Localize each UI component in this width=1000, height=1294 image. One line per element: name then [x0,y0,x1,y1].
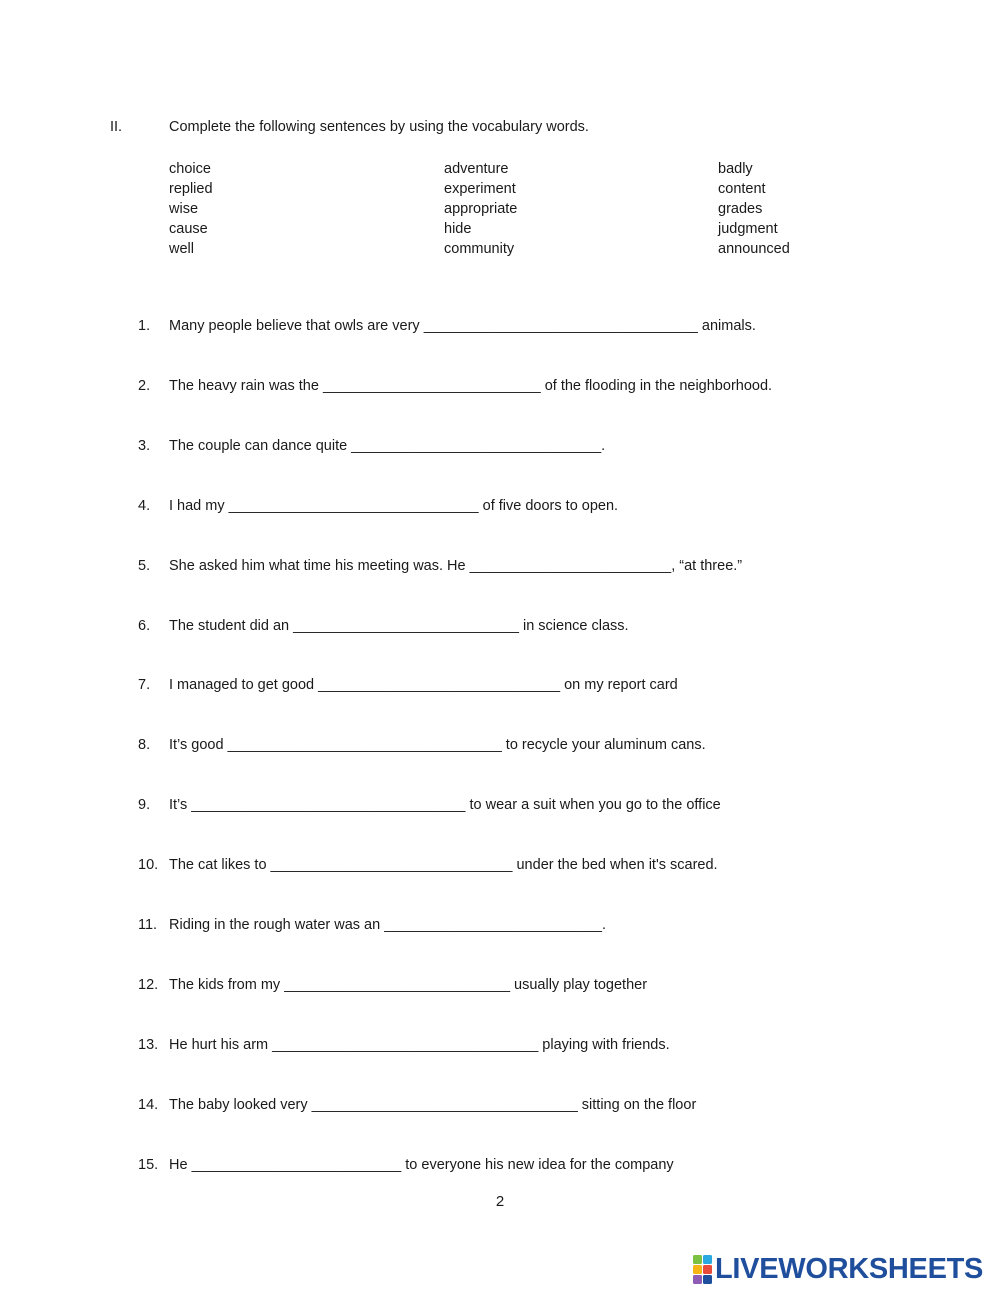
vocab-word: grades [718,201,763,217]
question-text: The student did an ____________________________ in science class. [169,618,629,634]
question-number: 13. [138,1037,159,1053]
question-text: Many people believe that owls are very __________________________________ animals. [169,318,756,334]
question-text: He __________________________ to everyone his new idea for the company [169,1157,674,1173]
question-text: She asked him what time his meeting was. He _________________________, “at three.” [169,558,743,574]
section-instruction: Complete the following sentences by using the vocabulary words. [169,119,589,135]
question-text: It’s __________________________________ to wear a suit when you go to the office [169,797,721,813]
question-number: 10. [138,857,159,873]
logo-square [693,1275,702,1284]
vocab-word: choice [169,161,211,177]
vocab-word: community [444,241,515,257]
vocab-word: announced [718,241,790,257]
question-text: I had my _______________________________ of five doors to open. [169,498,619,514]
section-number: II. [110,119,123,135]
question-text: The kids from my ____________________________ usually play together [169,977,648,993]
question-text: I managed to get good ______________________________ on my report card [169,677,678,693]
question-number: 11. [138,917,158,933]
question-number: 2. [138,378,151,394]
vocab-word: badly [718,161,753,177]
question-text: The cat likes to ______________________________ under the bed when it's scared. [169,857,718,873]
question-text: It’s good __________________________________ to recycle your aluminum cans. [169,737,706,753]
vocab-word: cause [169,221,208,237]
liveworksheets-logo[interactable] [693,1255,983,1283]
vocab-word: appropriate [444,201,518,217]
logo-square [703,1265,712,1274]
vocab-word: judgment [718,221,778,237]
question-number: 3. [138,438,151,454]
question-number: 4. [138,498,151,514]
question-text: The baby looked very _________________________________ sitting on the floor [169,1097,697,1113]
vocab-column-1 [169,159,213,259]
question-number: 9. [138,797,151,813]
vocab-column-2 [444,159,517,259]
question-number: 1. [138,318,151,334]
question-number: 5. [138,558,151,574]
vocab-word: hide [444,221,472,237]
logo-square [693,1265,702,1274]
question-number: 8. [138,737,151,753]
question-number: 15. [138,1157,159,1173]
logo-mark-icon [693,1255,712,1284]
vocab-word: content [718,181,766,197]
question-text: Riding in the rough water was an ___________________________. [169,917,606,933]
vocab-word: well [169,241,194,257]
logo-square [693,1255,702,1264]
logo-text: LIVEWORKSHEETS [715,1253,984,1285]
vocab-word: experiment [444,181,516,197]
vocab-column-3 [718,159,790,259]
vocab-word: wise [169,201,199,217]
question-number: 14. [138,1097,159,1113]
question-number: 6. [138,618,151,634]
vocab-word: replied [169,181,213,197]
logo-square [703,1275,712,1284]
question-text: The couple can dance quite _______________________________. [169,438,606,454]
vocab-word: adventure [444,161,509,177]
logo-square [703,1255,712,1264]
question-number: 12. [138,977,159,993]
question-text: The heavy rain was the ___________________________ of the flooding in the neighborhood. [169,378,773,394]
page-number: 2 [495,1193,505,1210]
question-text: He hurt his arm _________________________________ playing with friends. [169,1037,670,1053]
question-number: 7. [138,677,151,693]
